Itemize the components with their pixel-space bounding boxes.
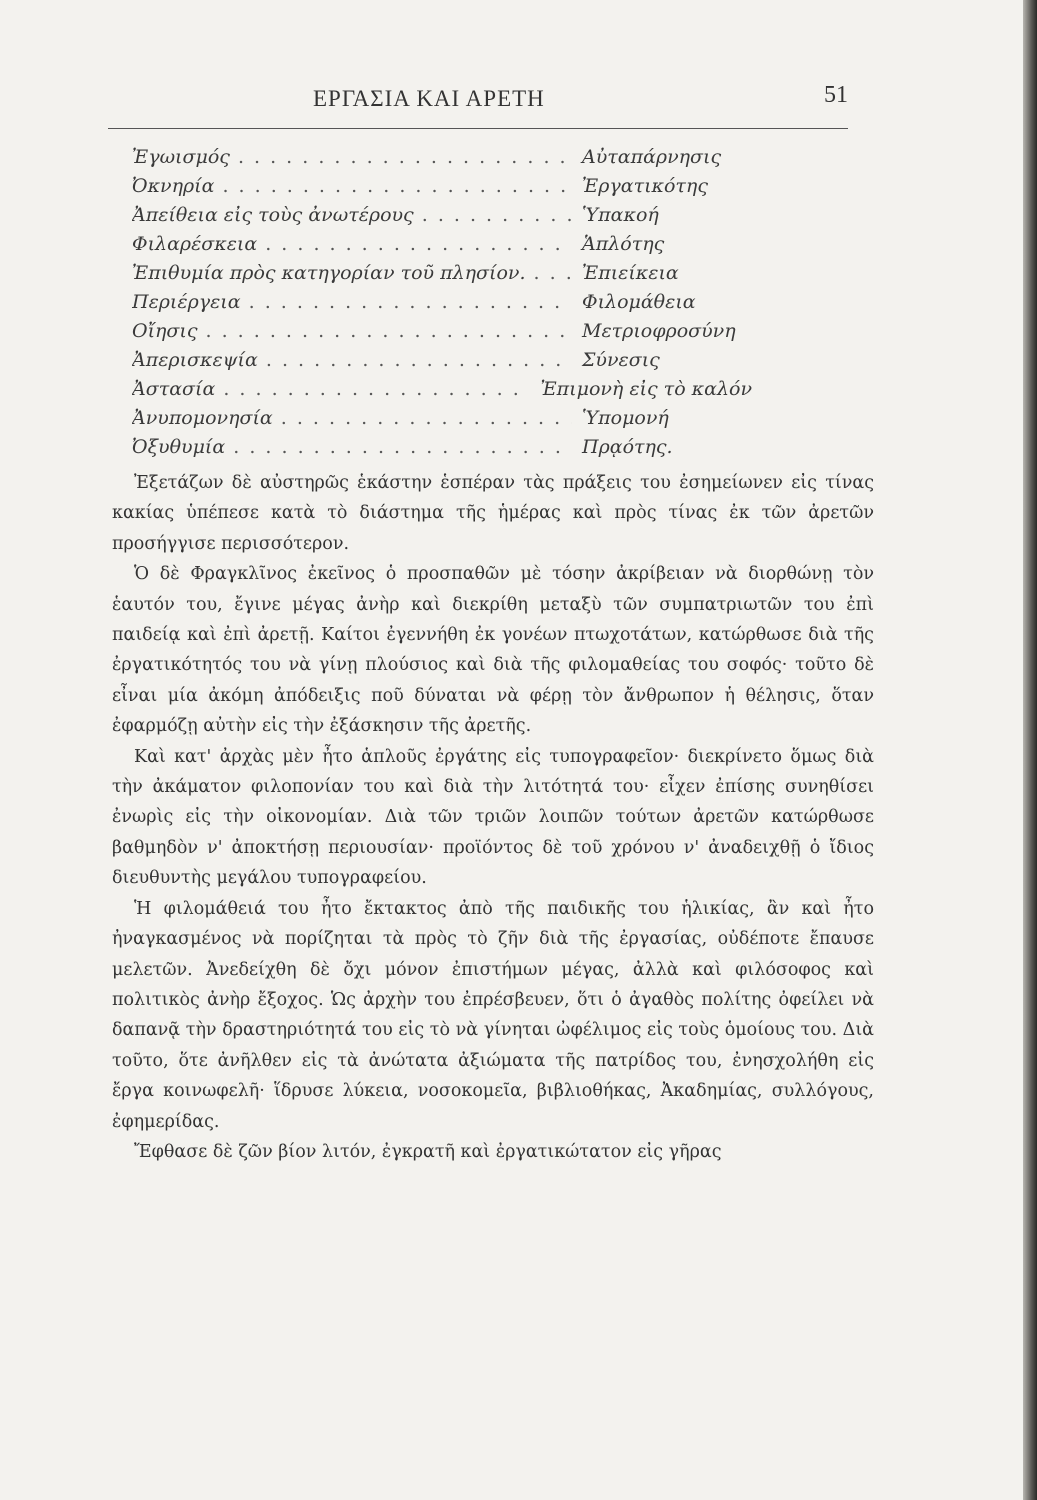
paragraph-text: Καὶ κατ' ἀρχὰς μὲν ἦτο ἁπλοῦς ἐργάτης εἰς τυπογραφεῖον· διεκρίνετο ὅμως διὰ τὴν ἀκάματον φιλοπονίαν του καὶ διὰ τὴν λιτότητά του· εἶχεν ἐπίσης συνηθίσει ἐνωρὶς εἰς τὴν οἰκονομίαν. Διὰ τῶν τριῶν λοιπῶν τούτων ἀρετῶν κατώρθωσε βαθμηδὸν ν' ἀποκτήσῃ περιουσίαν· προϊόντος δὲ τοῦ χρόνου ν' ἀναδειχθῇ ὁ ἴδιος διευθυντὴς μεγάλου τυπογραφείου. xyxy=(112,746,874,889)
book-spine-edge xyxy=(1023,0,1037,1500)
virtue-entry: Φιλομάθεια xyxy=(582,291,696,313)
virtue-entry: Σύνεσις xyxy=(582,349,660,371)
paragraph xyxy=(112,894,874,1137)
list-item xyxy=(132,233,752,262)
running-title: ΕΡΓΑΣΙΑ ΚΑΙ ΑΡΕΤΗ xyxy=(313,86,545,111)
page-header xyxy=(108,82,848,116)
vice-entry: Περιέργεια . . . xyxy=(132,291,572,313)
paragraph xyxy=(112,468,874,559)
virtue-entry: Αὐταπάρνησις xyxy=(582,146,722,168)
vice-entry: Ἀπείθεια εἰς τοὺς ἀνωτέρους . . . xyxy=(132,204,572,226)
paragraph-text: Ἡ φιλομάθειά του ἦτο ἔκτακτος ἀπὸ τῆς παιδικῆς του ἡλικίας, ἂν καὶ ἦτο ἠναγκασμένος νὰ πορίζηται τὰ πρὸς τὸ ζῆν διὰ τῆς ἐργασίας, οὐδέποτε ἔπαυσε μελετῶν. Ἀνεδείχθη δὲ ὄχι μόνον ἐπιστήμων μέγας, ἀλλὰ καὶ φιλόσοφος καὶ πολιτικὸς ἀνὴρ ἔξοχος. Ὡς ἀρχὴν του ἐπρέσβευεν, ὅτι ὁ ἀγαθὸς πολίτης ὀφείλει νὰ δαπανᾷ τὴν δραστηριότητά του εἰς τὸ νὰ γίνηται ὠφέλιμος εἰς τοὺς ὁμοίους του. Διὰ τοῦτο, ὅτε ἀνῆλθεν εἰς τὰ ἀνώτατα ἀξιώματα τῆς πατρίδος του, ἐνησχολήθη εἰς ἔργα κοινωφελῆ· ἵδρυσε λύκεια, νοσοκομεῖα, βιβλιοθήκας, Ἀκαδημίας, συλλόγους, ἐφημερίδας. xyxy=(112,898,874,1132)
vice-entry: Ἐπιθυμία πρὸς κατηγορίαν τοῦ πλησίον. . . . xyxy=(132,262,572,284)
paragraph xyxy=(112,1137,874,1167)
list-item xyxy=(132,175,752,204)
paragraph-text: Ὁ δὲ Φραγκλῖνος ἐκεῖνος ὁ προσπαθῶν μὲ τόσην ἀκρίβειαν νὰ διορθώνῃ τὸν ἑαυτόν του, ἔγινε μέγας ἀνὴρ καὶ διεκρίθη μεταξὺ τῶν συμπατριωτῶν του ἐπὶ παιδείᾳ καὶ ἐπὶ ἀρετῇ. Καίτοι ἐγεννήθη ἐκ γονέων πτωχοτάτων, κατώρθωσε διὰ τῆς ἐργατικότητός του νὰ γίνῃ πλούσιος καὶ διὰ τῆς φιλομαθείας του σοφός· τοῦτο δὲ εἶναι μία ἀκόμη ἀπόδειξις ποῦ δύναται νὰ φέρῃ τὸν ἄνθρωπον ἡ θέλησις, ὅταν ἐφαρμόζῃ αὐτὴν εἰς τὴν ἐξάσκησιν τῆς ἀρετῆς. xyxy=(112,564,874,737)
vice-entry: Ἀπερισκεψία . . . xyxy=(132,349,572,371)
page-number: 51 xyxy=(824,82,848,108)
paragraph xyxy=(112,559,874,741)
vice-entry: Ὀκνηρία . . . xyxy=(132,175,572,197)
virtue-entry: Ὑπομονή xyxy=(582,407,669,429)
vice-entry: Φιλαρέσκεια . . . xyxy=(132,233,572,255)
vice-entry: Ἀνυπομονησία . . . xyxy=(132,407,572,429)
list-item xyxy=(132,320,752,349)
vice-entry: Ἐγωισμός . . . xyxy=(132,146,572,168)
list-item xyxy=(132,407,752,436)
list-item xyxy=(132,291,752,320)
virtue-entry: Ἐπιείκεια xyxy=(582,262,679,284)
virtue-entry: Ἁπλότης xyxy=(582,233,665,255)
virtue-entry: Ὑπακοή xyxy=(582,204,659,226)
virtue-entry: Μετριοφροσύνη xyxy=(582,320,736,342)
paragraph-text: Ἔφθασε δὲ ζῶν βίον λιτόν, ἐγκρατῆ καὶ ἐργατικώτατον εἰς γῆρας xyxy=(134,1141,722,1162)
header-rule xyxy=(108,128,848,129)
list-item xyxy=(132,262,752,291)
list-item xyxy=(132,436,752,465)
body-text xyxy=(112,468,874,1167)
virtue-entry: Ἐπιμονὴ εἰς τὸ καλόν xyxy=(540,378,752,400)
list-item xyxy=(132,349,752,378)
list-item xyxy=(132,204,752,233)
list-item xyxy=(132,378,752,407)
vice-entry: Ὀξυθυμία . . . xyxy=(132,436,572,458)
virtue-entry: Ἐργατικότης xyxy=(582,175,708,197)
paragraph-text: Ἐξετάζων δὲ αὐστηρῶς ἑκάστην ἑσπέραν τὰς πράξεις του ἐσημείωνεν εἰς τίνας κακίας ὑπέπεσε κατὰ τὸ διάστημα τῆς ἡμέρας καὶ πρὸς τίνας ἐκ τῶν ἀρετῶν προσήγγισε περισσότερον. xyxy=(112,473,874,554)
list-item xyxy=(132,146,752,175)
paragraph xyxy=(112,742,874,894)
vices-virtues-list xyxy=(132,146,752,465)
vice-entry: Οἴησις . . . xyxy=(132,320,572,342)
virtue-entry: Πρᾳότης. xyxy=(582,436,673,458)
vice-entry: Ἀστασία . . . xyxy=(132,378,530,400)
